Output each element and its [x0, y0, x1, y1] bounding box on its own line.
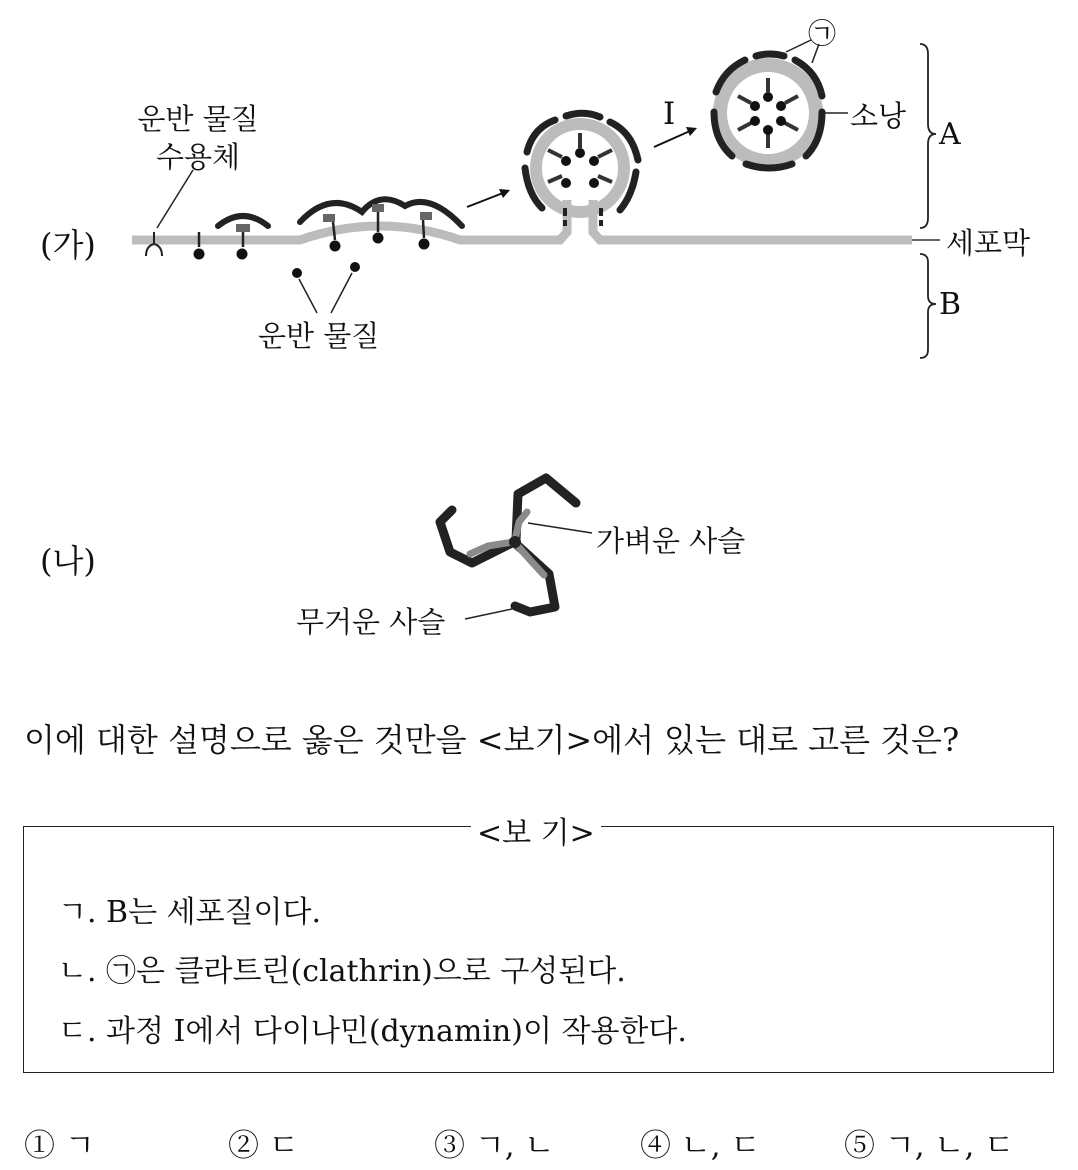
light-chains [470, 512, 544, 575]
panel-label-ga: (가) [40, 226, 96, 264]
choice-5[interactable]: ⑤ ㄱ, ㄴ, ㄷ [844, 1128, 1015, 1164]
membrane-label: 세포막 [946, 226, 1031, 260]
cargo-label: 운반 물질 [258, 319, 380, 353]
receptor-label-line2: 수용체 [155, 140, 241, 174]
choice-1[interactable]: ① ㄱ [24, 1128, 95, 1164]
bogi-title: <보 기> [471, 808, 601, 852]
light-chain-label: 가벼운 사슬 [596, 524, 746, 558]
bogi-item-1: ㄱ. B는 세포질이다. [58, 895, 322, 930]
marker-label: ㉠ [808, 17, 837, 50]
choice-3[interactable]: ③ ㄱ, ㄴ [434, 1128, 555, 1164]
process-label: I [663, 96, 676, 132]
region-b-label: B [939, 287, 962, 322]
region-a-label: A [939, 117, 961, 152]
receptor-label-line1: 운반 물질 [137, 102, 259, 136]
bogi-item-3: ㄷ. 과정 Ⅰ에서 다이나민(dynamin)이 작용한다. [58, 1014, 687, 1049]
choice-4[interactable]: ④ ㄴ, ㄷ [640, 1128, 761, 1164]
question-text: 이에 대한 설명으로 옳은 것만을 <보기>에서 있는 대로 고른 것은? [24, 721, 960, 759]
choice-2[interactable]: ② ㄷ [228, 1128, 299, 1164]
heavy-chain-leader [465, 609, 512, 619]
bogi-item-2: ㄴ. ㉠은 클라트린(clathrin)으로 구성된다. [58, 954, 626, 989]
panel-label-na: (나) [40, 542, 96, 580]
vesicle-label: 소낭 [850, 99, 907, 133]
heavy-chain-label: 무거운 사슬 [296, 605, 446, 639]
light-chain-leader [528, 523, 592, 533]
